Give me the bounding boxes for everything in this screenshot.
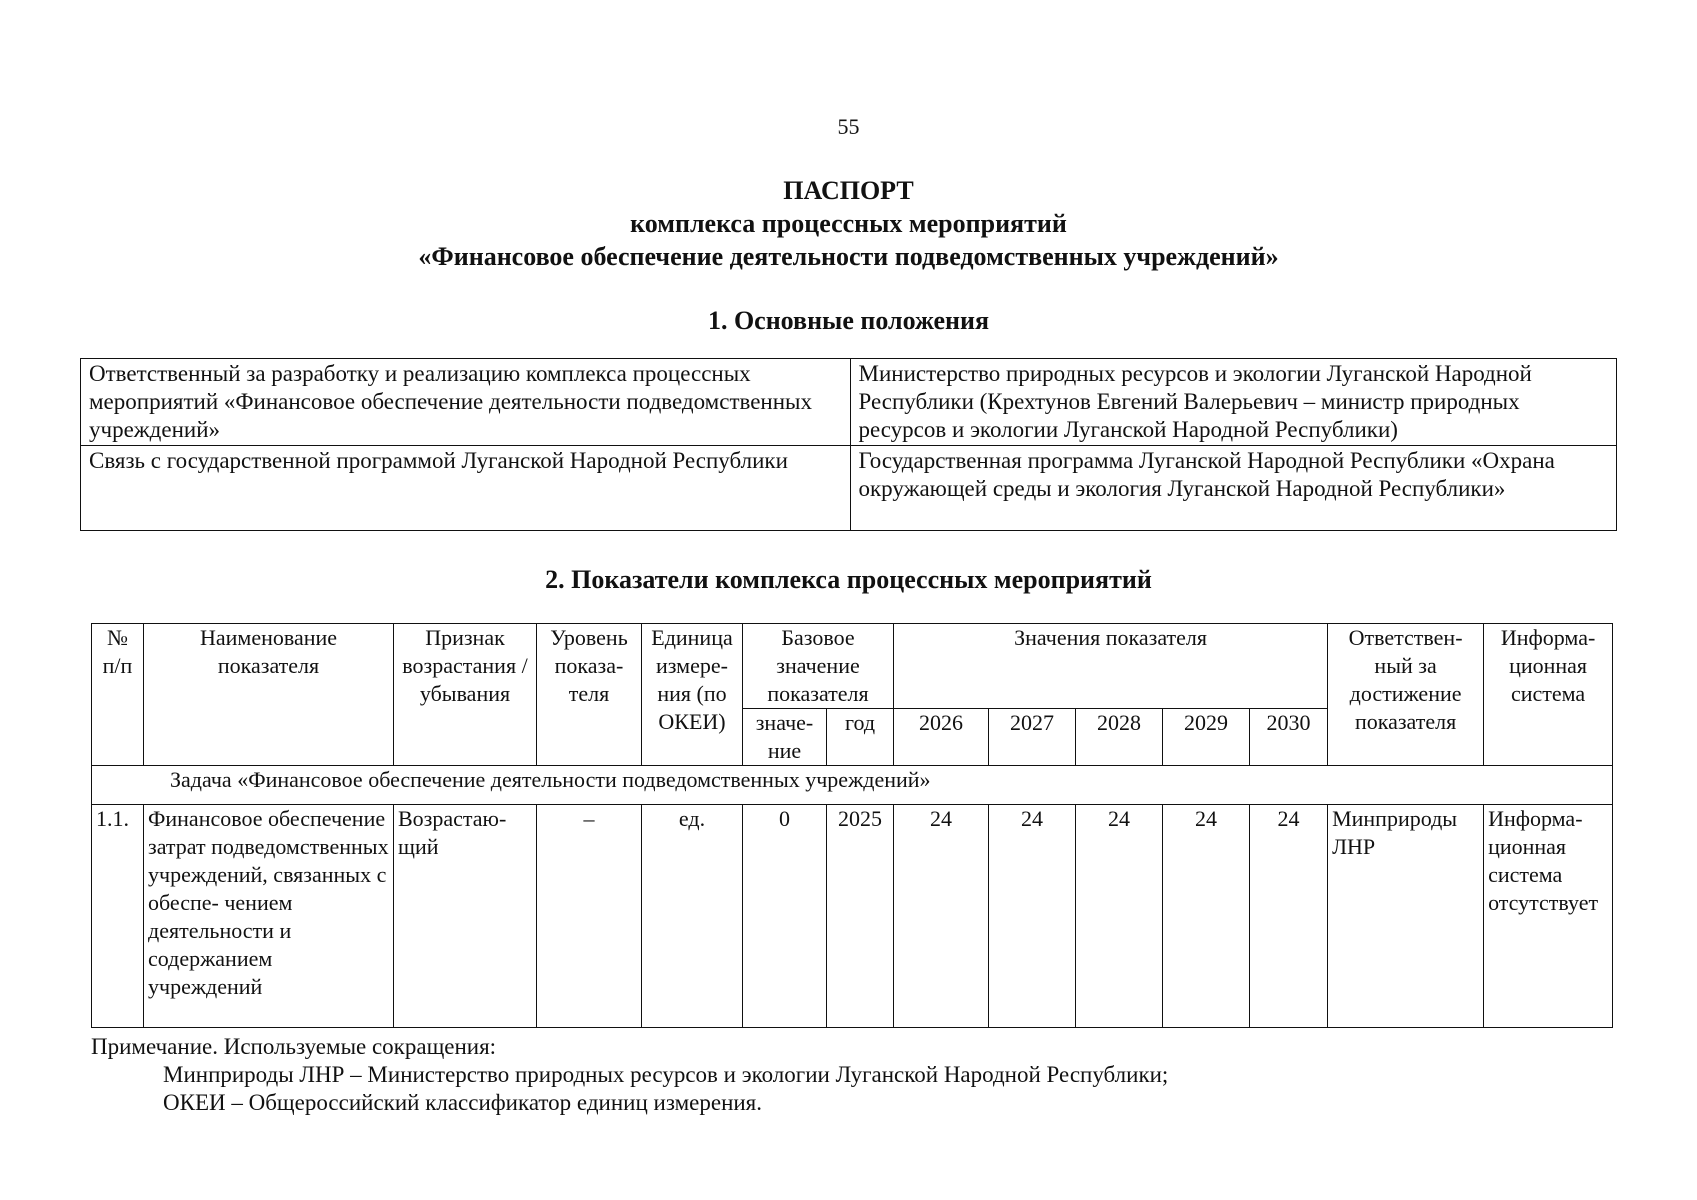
table-header-row [92,624,1613,709]
col-header-name: Наименование показателя [144,624,394,766]
col-header-responsible: Ответствен- ный за достижение показателя [1328,624,1484,766]
col-header-year: 2027 [989,709,1076,766]
section1-heading: 1. Основные положения [707,306,990,335]
responsible-label: Ответственный за разработку и реализацию комплекса процессных мероприятий «Финансовое обеспечение деятельности подведомственных учреждений» [81,359,851,446]
col-header-level: Уровень показа- теля [537,624,642,766]
cell-num: 1.1. [92,805,144,1028]
page-number: 55 [837,114,860,139]
col-header-values: Значения показателя [894,624,1328,709]
basic-info-table [80,358,1617,531]
section2-heading: 2. Показатели комплекса процессных мероприятий [545,565,1152,594]
cell-name: Финансовое обеспечение затрат подведомственных учреждений, связанных с обеспе- чением деятельности и содержанием учреждений [144,805,394,1028]
cell-value-2029: 24 [1163,805,1250,1028]
col-header-base: Базовое значение показателя [743,624,894,709]
col-header-unit: Единица измере- ния (по ОКЕИ) [642,624,743,766]
cell-value-2030: 24 [1250,805,1328,1028]
cell-value-2027: 24 [989,805,1076,1028]
cell-level: – [537,805,642,1028]
cell-responsible: Минприроды ЛНР [1328,805,1484,1028]
task-row [92,766,1613,805]
cell-infosys: Информа- ционная система отсутствует [1484,805,1613,1028]
col-header-num: № п/п [92,624,144,766]
col-header-base-year: год [827,709,894,766]
indicators-table [91,623,1613,1028]
responsible-value: Министерство природных ресурсов и экологии Луганской Народной Республики (Крехтунов Евгений Валерьевич – министр природных ресурсов и экологии Луганской Народной Республики) [850,359,1617,446]
cell-base-year: 2025 [827,805,894,1028]
col-header-year: 2029 [1163,709,1250,766]
document-subtitle-name: «Финансовое обеспечение деятельности подведомственных учреждений» [418,242,1279,271]
col-header-year: 2028 [1076,709,1163,766]
col-header-base-value: значе- ние [743,709,827,766]
cell-base-value: 0 [743,805,827,1028]
cell-value-2028: 24 [1076,805,1163,1028]
note-item: ОКЕИ – Общероссийский классификатор единиц измерения. [163,1090,763,1115]
cell-value-2026: 24 [894,805,989,1028]
document-title: ПАСПОРТ [783,176,914,205]
col-header-year: 2030 [1250,709,1328,766]
note-title: Примечание. Используемые сокращения: [91,1034,497,1059]
program-link-value: Государственная программа Луганской Народной Республики «Охрана окружающей среды и экология Луганской Народной Республики» [850,446,1617,531]
col-header-infosys: Информа- ционная система [1484,624,1613,766]
program-link-label: Связь с государственной программой Луганской Народной Республики [81,446,851,531]
note-item: Минприроды ЛНР – Министерство природных ресурсов и экологии Луганской Народной Республики; [163,1062,1169,1087]
col-header-year: 2026 [894,709,989,766]
document-subtitle: комплекса процессных мероприятий [630,209,1067,238]
table-row [92,805,1613,1028]
cell-sign: Возрастаю- щий [394,805,537,1028]
table-row [81,359,1617,446]
task-label: Задача «Финансовое обеспечение деятельности подведомственных учреждений» [92,766,1613,805]
cell-unit: ед. [642,805,743,1028]
col-header-sign: Признак возрастания / убывания [394,624,537,766]
table-row [81,446,1617,531]
